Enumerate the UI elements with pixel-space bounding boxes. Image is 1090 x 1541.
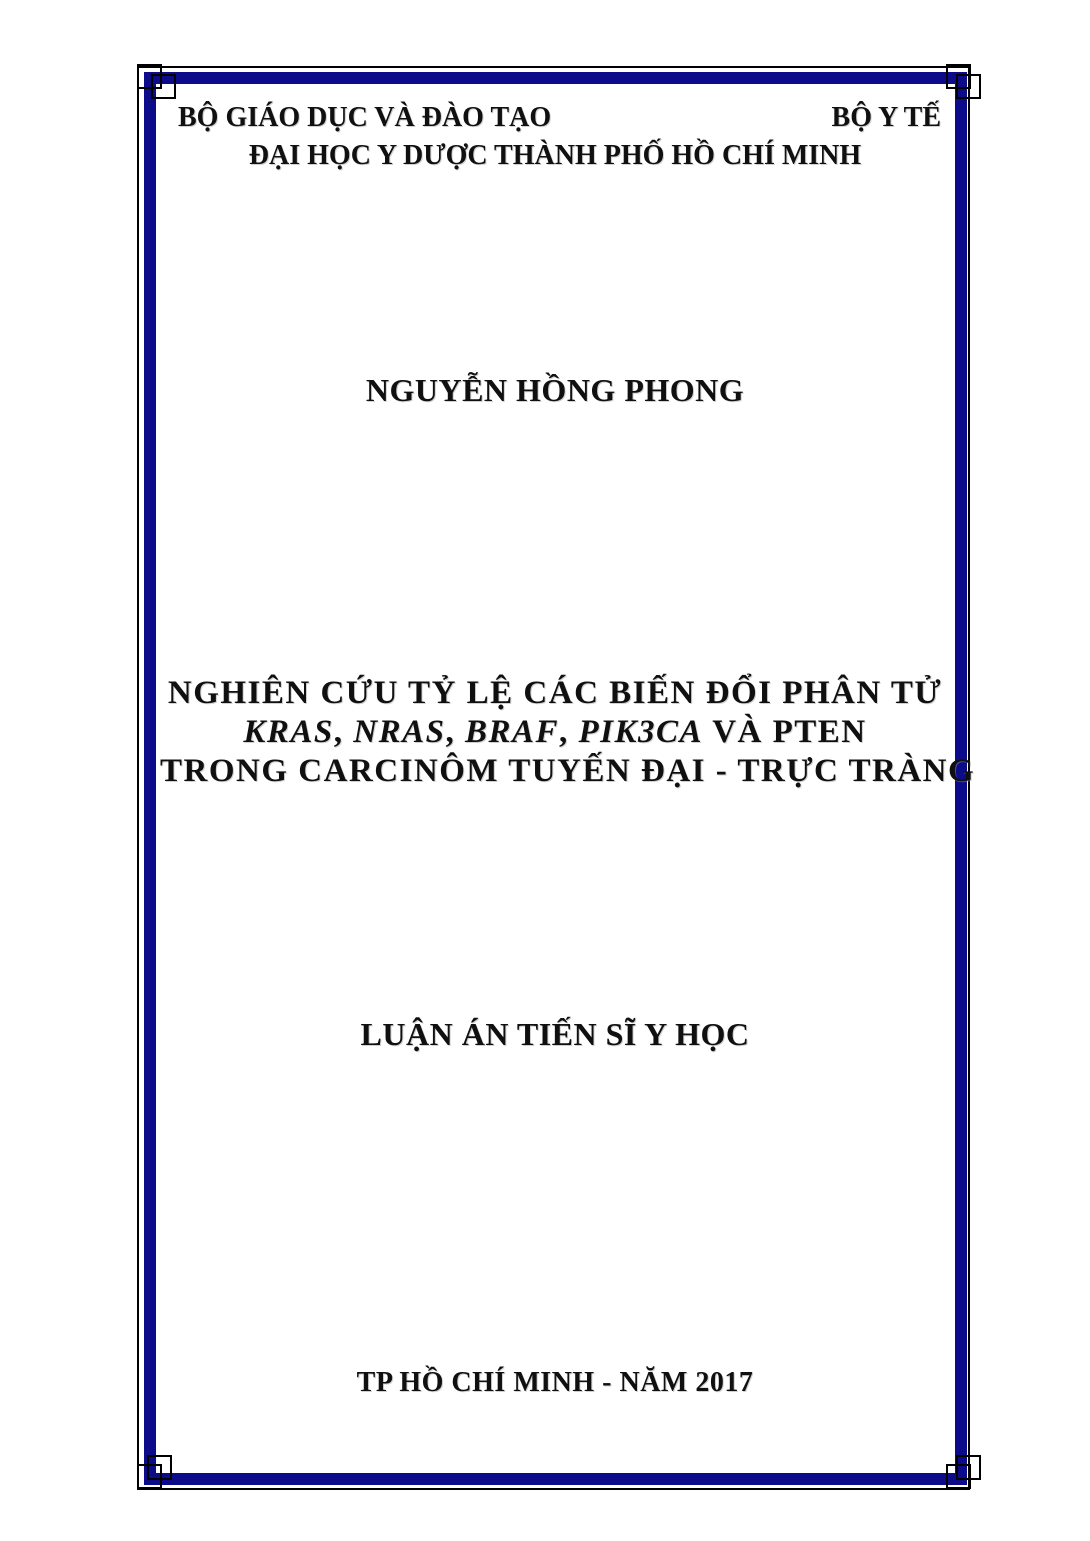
gene-braf: BRAF [464,714,560,750]
corner-ornament-bottom-left-inner [147,1455,172,1480]
gene-separator: , [445,714,465,750]
author-name: NGUYỄN HỒNG PHONG [365,372,745,408]
header-ministries-row [178,104,941,132]
corner-ornament-top-left-inner [151,74,176,99]
place-year-label: TP HỒ CHÍ MINH - NĂM 2017 [356,1367,754,1398]
degree-label: LUẬN ÁN TIẾN SĨ Y HỌC [360,1016,750,1052]
thesis-title-line1: NGHIÊN CỨU TỶ LỆ CÁC BIẾN ĐỔI PHÂN TỬ [167,675,943,711]
university-name: ĐẠI HỌC Y DƯỢC THÀNH PHỐ HỒ CHÍ MINH [248,140,862,171]
thesis-title-line2 [160,713,950,752]
gene-separator: , [559,714,579,750]
thesis-title-line3: TRONG CARCINÔM TUYẾN ĐẠI - TRỰC TRÀNG [160,753,976,789]
ministry-of-education-label: BỘ GIÁO DỤC VÀ ĐÀO TẠO [178,102,552,133]
gene-separator: , [333,714,354,750]
gene-kras: KRAS [243,714,334,750]
gene-nras: NRAS [353,714,446,750]
thesis-title-line2-suffix: VÀ PTEN [703,714,867,750]
corner-ornament-bottom-right-inner [956,1455,981,1480]
thesis-title [160,674,976,791]
corner-ornament-top-right-inner [956,74,981,99]
gene-pik3ca: PIK3CA [578,714,704,750]
ministry-of-health-label: BỘ Y TẾ [831,102,941,133]
